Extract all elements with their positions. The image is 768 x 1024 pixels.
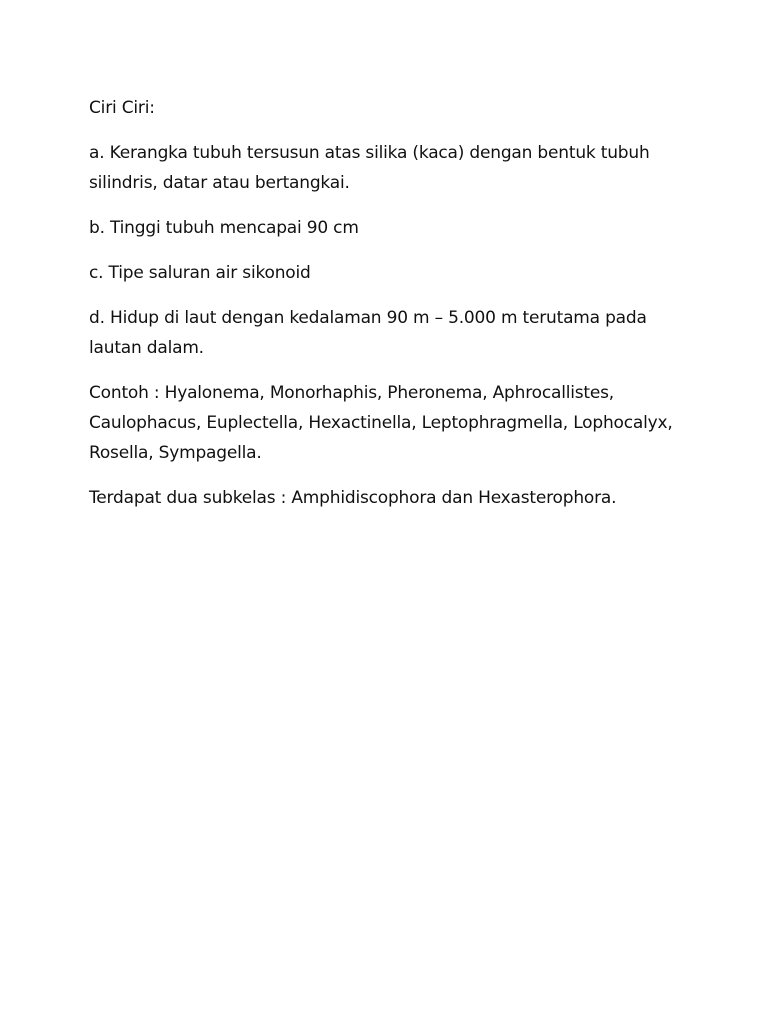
list-item-a: a. Kerangka tubuh tersusun atas silika (kaca) dengan bentuk tubuh silindris, datar atau bertangkai. — [89, 143, 650, 193]
list-item-b: b. Tinggi tubuh mencapai 90 cm — [89, 218, 359, 238]
document-page — [89, 93, 689, 528]
list-item-c: c. Tipe saluran air sikonoid — [89, 263, 311, 283]
list-item-d: d. Hidup di laut dengan kedalaman 90 m – 5.000 m terutama pada lautan dalam. — [89, 308, 647, 358]
subclasses-paragraph: Terdapat dua subkelas : Amphidiscophora dan Hexasterophora. — [89, 488, 617, 508]
examples-paragraph: Contoh : Hyalonema, Monorhaphis, Pheronema, Aphrocallistes, Caulophacus, Euplectella, Hexactinella, Leptophragmella, Lophocalyx, Rosella, Sympagella. — [89, 383, 673, 463]
heading: Ciri Ciri: — [89, 98, 155, 118]
